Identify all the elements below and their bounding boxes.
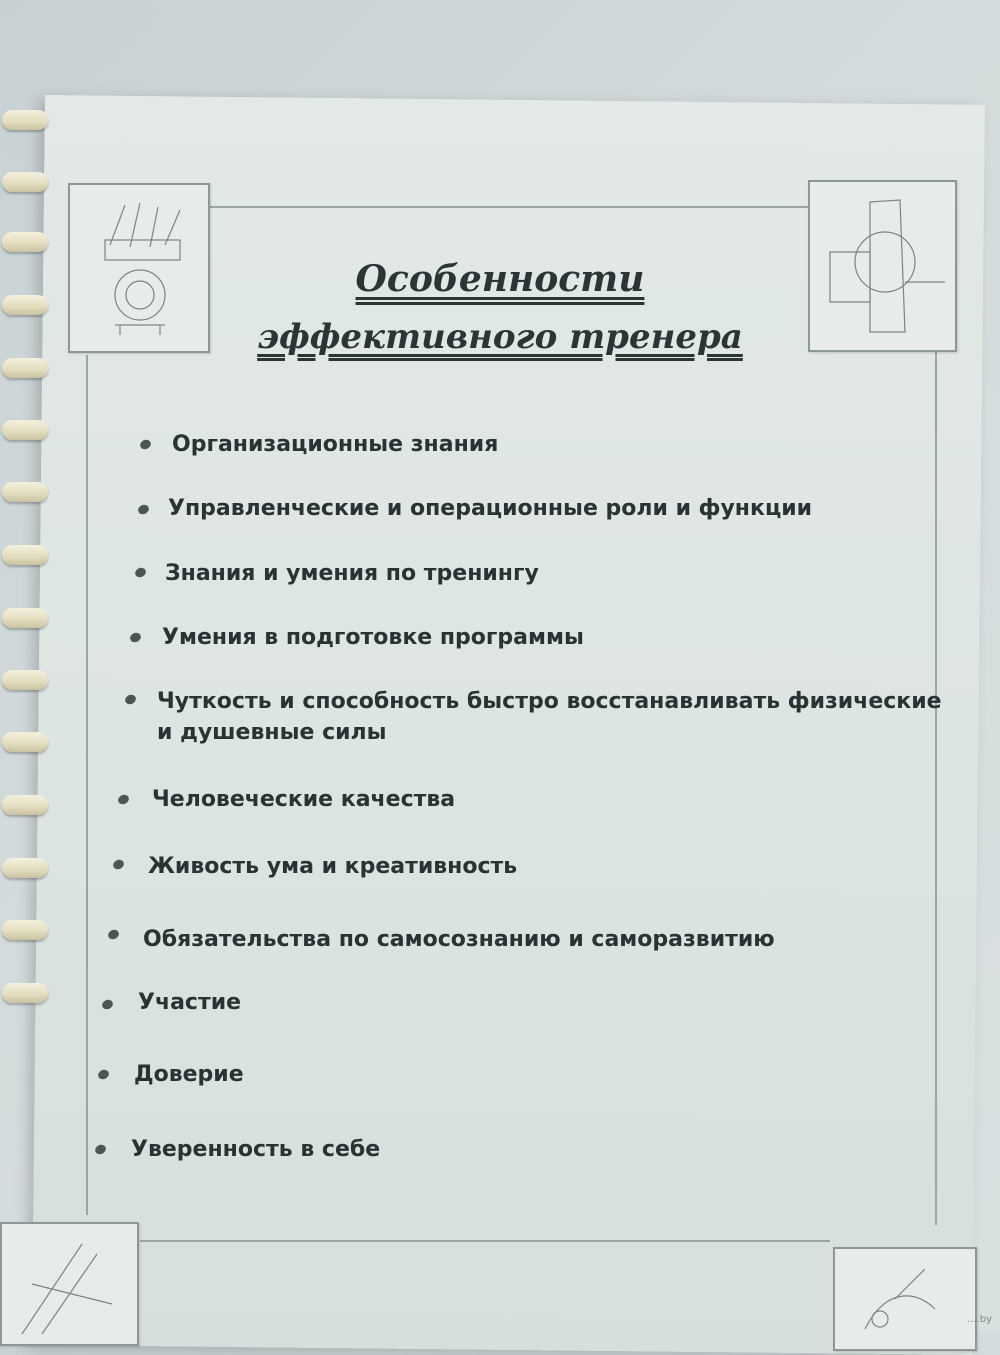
bullet-icon: [112, 858, 126, 871]
bullet-icon: [139, 438, 153, 451]
list-item: Управленческие и операционные роли и функции: [168, 496, 813, 521]
list-item: Участие: [138, 990, 242, 1015]
bullet-icon: [129, 631, 143, 644]
list-item: Уверенность в себе: [131, 1137, 381, 1162]
list-item-continuation: и душевные силы: [157, 720, 387, 745]
list-item: Организационные знания: [172, 432, 499, 457]
list-item: Обязательства по самосознанию и саморазвитию: [143, 927, 775, 952]
list-item: Человеческие качества: [152, 787, 456, 812]
list-item: Чуткость и способность быстро восстанавливать физические: [157, 689, 942, 714]
page-title-line-2: эффективного тренера: [257, 317, 743, 357]
list-item: Живость ума и креативность: [148, 854, 518, 879]
bullet-icon: [101, 998, 115, 1011]
watermark: ....by: [967, 1314, 992, 1325]
bullet-icon: [134, 566, 148, 579]
bullet-icon: [94, 1143, 108, 1156]
list-item: Доверие: [134, 1062, 244, 1087]
list-item: Знания и умения по тренингу: [165, 561, 539, 586]
bullet-icon: [124, 693, 138, 706]
bullet-icon: [107, 928, 121, 941]
bullet-icon: [137, 503, 151, 516]
bullet-icon: [117, 793, 131, 806]
list-item: Умения в подготовке программы: [162, 625, 584, 650]
page-title-line-1: Особенности: [355, 258, 645, 300]
bullet-icon: [97, 1068, 111, 1081]
